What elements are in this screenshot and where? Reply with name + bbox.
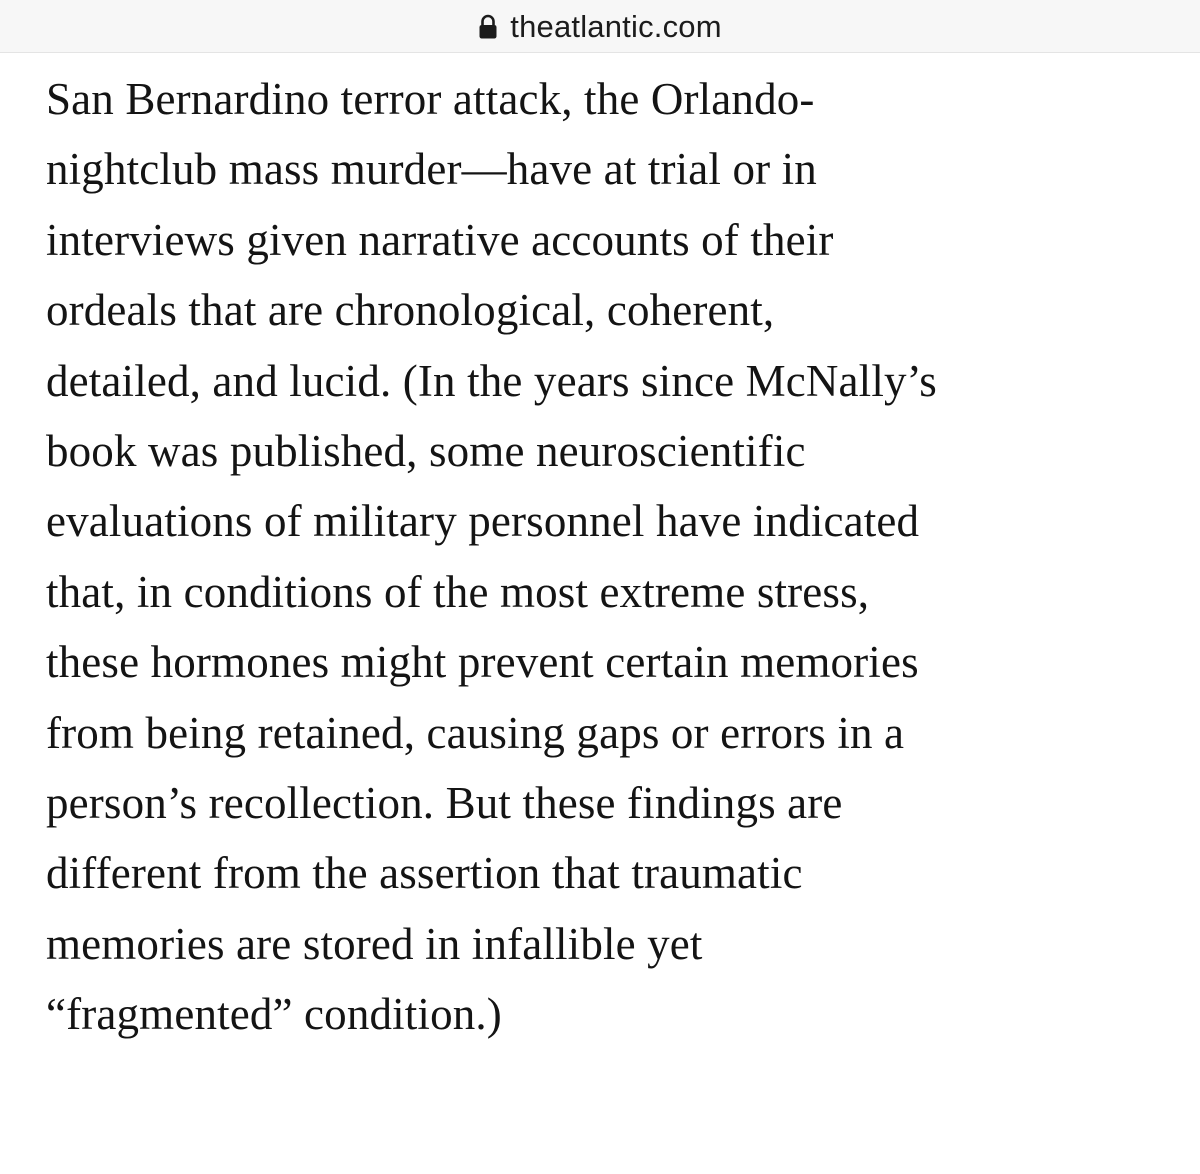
- article-line: these hormones might prevent certain memories: [46, 637, 919, 688]
- article-line: ordeals that are chronological, coherent,: [46, 285, 775, 336]
- address-bar[interactable]: [0, 0, 1200, 53]
- article-line: San Bernardino terror attack, the Orlando-: [46, 74, 815, 124]
- article-line: nightclub mass murder—have at trial or in: [46, 144, 817, 195]
- article-line: memories are stored in infallible yet: [46, 918, 703, 969]
- url-text[interactable]: theatlantic.com: [510, 9, 722, 44]
- article-line: evaluations of military personnel have indicated: [46, 496, 920, 547]
- article-line: interviews given narrative accounts of their: [46, 214, 834, 265]
- address-bar-content[interactable]: [478, 9, 722, 45]
- article-line: detailed, and lucid. (In the years since McNally’s: [46, 355, 937, 406]
- lock-icon: [478, 14, 498, 40]
- article-line: different from the assertion that traumatic: [46, 848, 803, 899]
- article-line: that, in conditions of the most extreme stress,: [46, 566, 870, 617]
- article-line: book was published, some neuroscientific: [46, 426, 806, 477]
- article-line: “fragmented” condition.): [46, 989, 502, 1040]
- article-line: person’s recollection. But these findings are: [46, 778, 843, 829]
- article-line: from being retained, causing gaps or errors in a: [46, 707, 905, 758]
- article-body: [46, 64, 1186, 1050]
